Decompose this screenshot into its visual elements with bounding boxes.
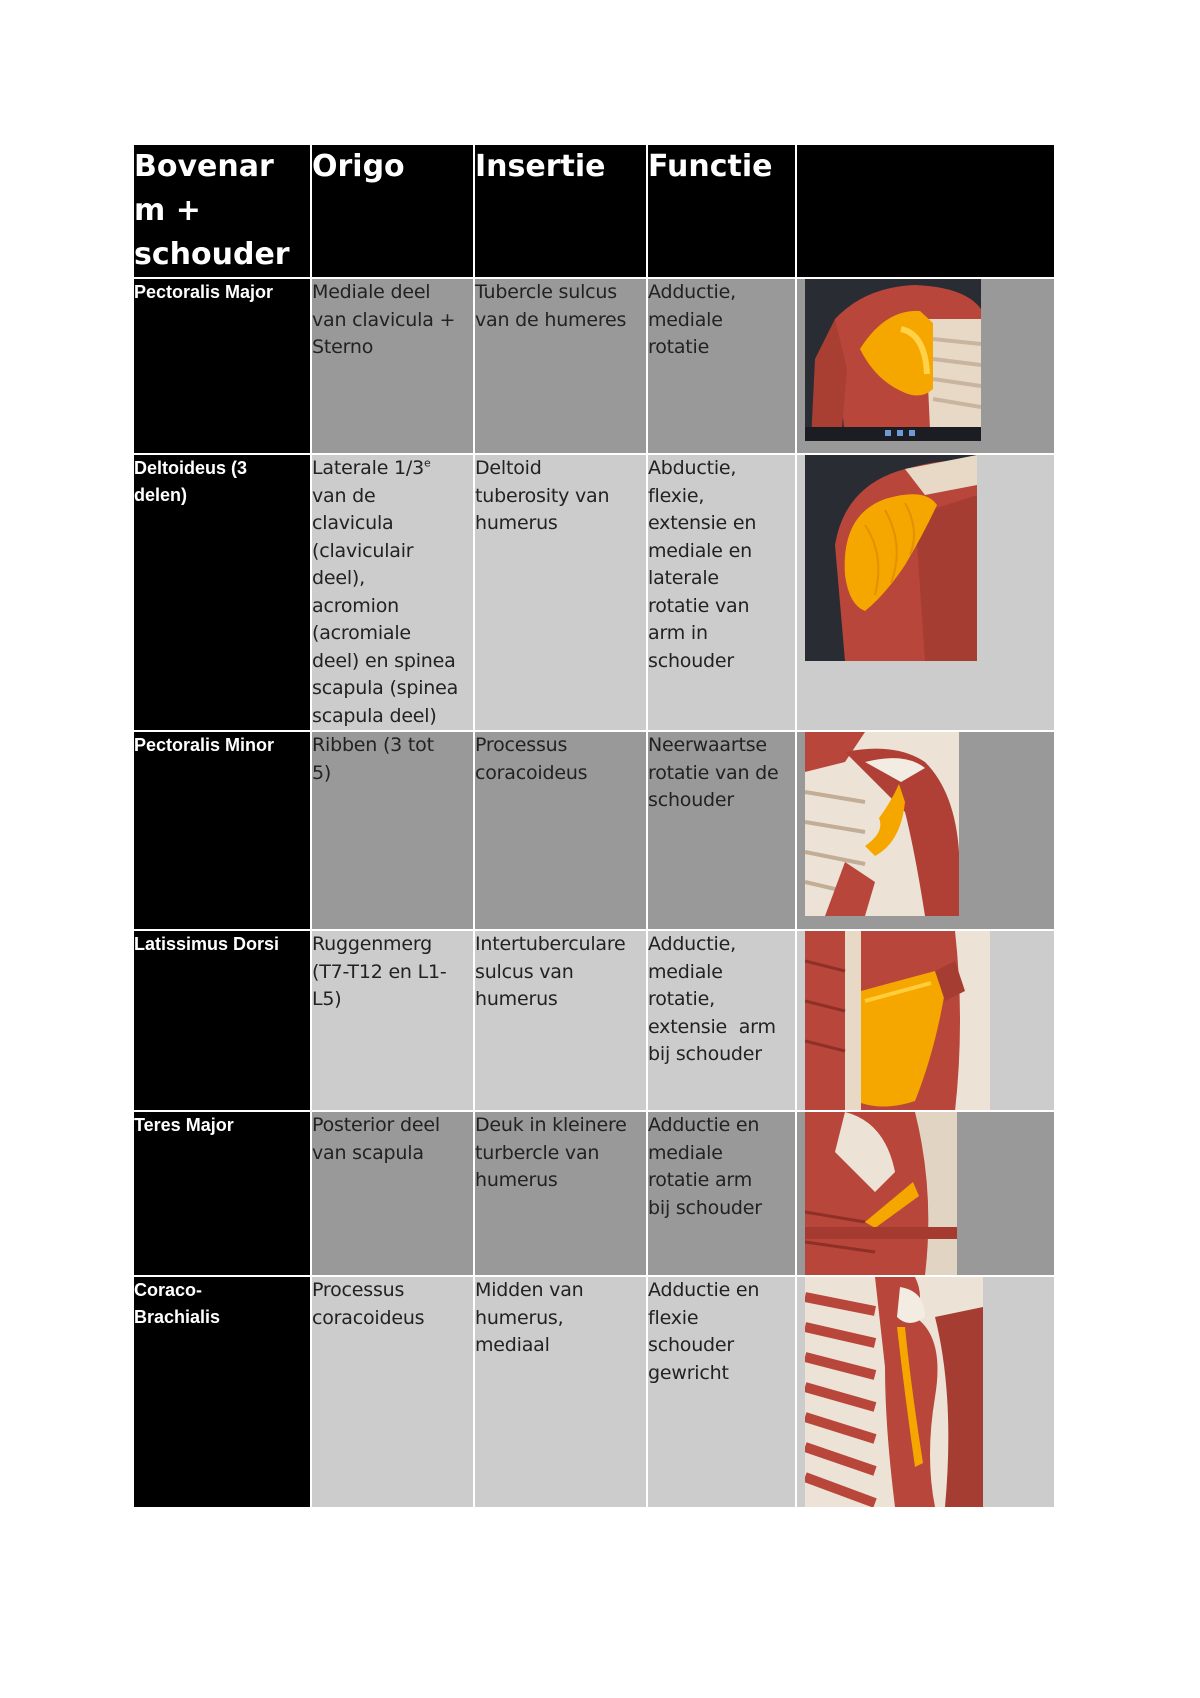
origo-line: van clavicula + xyxy=(312,308,456,331)
muscle-name-line: Brachialis xyxy=(134,1307,221,1327)
origo-line: van de xyxy=(312,484,376,507)
coracobrachialis-image xyxy=(805,1277,983,1507)
origo-cell xyxy=(311,930,474,1111)
functie-line: Adductie en xyxy=(648,1114,760,1136)
insertie-line: tuberosity van xyxy=(475,484,610,507)
table-row xyxy=(133,930,1055,1111)
functie-line: rotatie van xyxy=(648,594,750,617)
origo-line: van scapula xyxy=(312,1141,424,1164)
functie-line: schouder xyxy=(648,789,735,811)
muscle-name xyxy=(133,454,311,731)
header-insertie-label: Insertie xyxy=(475,149,606,184)
insertie-cell xyxy=(474,1276,647,1508)
origo-cell xyxy=(311,278,474,454)
functie-line: schouder xyxy=(648,1334,735,1356)
functie-line: rotatie arm xyxy=(648,1169,752,1191)
muscle-name-line: delen) xyxy=(134,485,188,505)
insertie-line: Deuk in kleinere xyxy=(475,1114,627,1136)
functie-line: laterale xyxy=(648,567,719,589)
table-row xyxy=(133,278,1055,454)
functie-line: bij schouder xyxy=(648,1043,762,1065)
origo-line: (claviculair xyxy=(312,539,414,562)
header-functie xyxy=(647,144,796,278)
functie-line: mediale xyxy=(648,960,723,983)
muscle-name xyxy=(133,930,311,1111)
muscle-name xyxy=(133,1111,311,1276)
origo-line: 5) xyxy=(312,761,332,784)
functie-line: flexie xyxy=(648,1306,699,1329)
functie-line: rotatie xyxy=(648,336,710,358)
header-functie-label: Functie xyxy=(648,149,773,184)
functie-cell xyxy=(647,731,796,930)
header-image xyxy=(796,144,1055,278)
functie-cell xyxy=(647,278,796,454)
deltoideus-image xyxy=(805,455,977,661)
origo-line: L5) xyxy=(312,988,342,1010)
origo-line: clavicula xyxy=(312,512,394,534)
insertie-line: humerus xyxy=(475,1169,558,1191)
anatomy-image-cell xyxy=(796,278,1055,454)
functie-line: Neerwaartse xyxy=(648,734,767,756)
insertie-line: humerus xyxy=(475,988,558,1010)
origo-line: Ruggenmerg xyxy=(312,933,432,955)
anatomy-image-cell xyxy=(796,1111,1055,1276)
functie-line: Adductie, xyxy=(648,281,736,303)
muscle-name-line: Pectoralis Minor xyxy=(134,735,275,755)
anatomy-image-cell xyxy=(796,731,1055,930)
origo-line: Ribben (3 tot xyxy=(312,734,434,756)
table-row xyxy=(133,1276,1055,1508)
insertie-cell xyxy=(474,1111,647,1276)
functie-line: flexie, xyxy=(648,484,705,507)
muscle-name-line: Deltoideus (3 xyxy=(134,458,248,478)
teres-major-image xyxy=(805,1112,957,1275)
latissimus-dorsi-image xyxy=(805,931,990,1111)
table-row xyxy=(133,731,1055,930)
functie-cell xyxy=(647,1276,796,1508)
origo-line: (T7-T12 en L1- xyxy=(312,960,447,983)
origo-line: deel) en spinea xyxy=(312,649,456,672)
muscle-name xyxy=(133,731,311,930)
origo-cell xyxy=(311,454,474,731)
insertie-cell xyxy=(474,930,647,1111)
insertie-line: mediaal xyxy=(475,1334,550,1356)
insertie-line: humerus xyxy=(475,512,558,534)
functie-line: arm in xyxy=(648,622,708,644)
origo-line: deel), xyxy=(312,567,365,589)
insertie-cell xyxy=(474,278,647,454)
origo-line: Mediale deel xyxy=(312,281,431,303)
pectoralis-minor-image xyxy=(805,732,959,916)
functie-line: extensie arm xyxy=(648,1015,776,1038)
functie-line: rotatie, xyxy=(648,988,715,1010)
functie-cell xyxy=(647,930,796,1111)
table-row xyxy=(133,1111,1055,1276)
muscle-name xyxy=(133,1276,311,1508)
muscle-name-line: Teres Major xyxy=(134,1115,234,1135)
insertie-line: Deltoid xyxy=(475,457,542,479)
origo-line: Posterior deel xyxy=(312,1114,440,1136)
origo-line: Laterale 1/3e xyxy=(312,456,431,479)
insertie-line: van de humeres xyxy=(475,308,627,331)
header-origo xyxy=(311,144,474,278)
header-insertie xyxy=(474,144,647,278)
anatomy-image-cell xyxy=(796,454,1055,731)
functie-line: extensie en xyxy=(648,512,757,534)
table-row xyxy=(133,454,1055,731)
origo-line: Sterno xyxy=(312,336,374,358)
muscle-name-line: Latissimus Dorsi xyxy=(134,934,280,954)
functie-cell xyxy=(647,454,796,731)
insertie-line: turbercle van xyxy=(475,1141,600,1164)
origo-cell xyxy=(311,1111,474,1276)
functie-line: mediale en xyxy=(648,539,752,562)
insertie-line: sulcus van xyxy=(475,960,574,983)
header-region xyxy=(133,144,311,278)
origo-line: scapula deel) xyxy=(312,704,437,727)
functie-line: mediale xyxy=(648,1141,723,1164)
origo-line: (acromiale xyxy=(312,622,411,644)
header-region-line: Bovenar m + schouder xyxy=(134,149,290,272)
insertie-line: coracoideus xyxy=(475,761,588,784)
origo-line: Processus xyxy=(312,1279,405,1301)
origo-line: coracoideus xyxy=(312,1306,425,1329)
header-origo-label: Origo xyxy=(312,149,405,184)
insertie-cell xyxy=(474,454,647,731)
functie-line: schouder xyxy=(648,649,735,672)
functie-line: Adductie en xyxy=(648,1279,760,1301)
insertie-cell xyxy=(474,731,647,930)
functie-line: bij schouder xyxy=(648,1196,762,1219)
muscle-name xyxy=(133,278,311,454)
insertie-line: humerus, xyxy=(475,1306,564,1329)
muscle-name-line: Coraco- xyxy=(134,1280,203,1300)
muscle-name-line: Pectoralis Major xyxy=(134,282,274,302)
functie-cell xyxy=(647,1111,796,1276)
functie-line: rotatie van de xyxy=(648,761,779,784)
anatomy-image-cell xyxy=(796,930,1055,1111)
functie-line: Adductie, xyxy=(648,933,736,955)
functie-line: gewricht xyxy=(648,1361,729,1384)
functie-line: mediale xyxy=(648,308,723,331)
muscle-table xyxy=(132,143,1056,1509)
origo-line: acromion xyxy=(312,594,399,617)
functie-line: Abductie, xyxy=(648,457,737,479)
origo-cell xyxy=(311,731,474,930)
insertie-line: Midden van xyxy=(475,1279,584,1301)
header-row xyxy=(133,144,1055,278)
origo-line: scapula (spinea xyxy=(312,677,459,699)
insertie-line: Intertuberculare xyxy=(475,933,626,955)
insertie-line: Processus xyxy=(475,734,568,756)
pectoralis-major-image xyxy=(805,279,981,441)
origo-cell xyxy=(311,1276,474,1508)
insertie-line: Tubercle sulcus xyxy=(475,281,617,303)
anatomy-image-cell xyxy=(796,1276,1055,1508)
